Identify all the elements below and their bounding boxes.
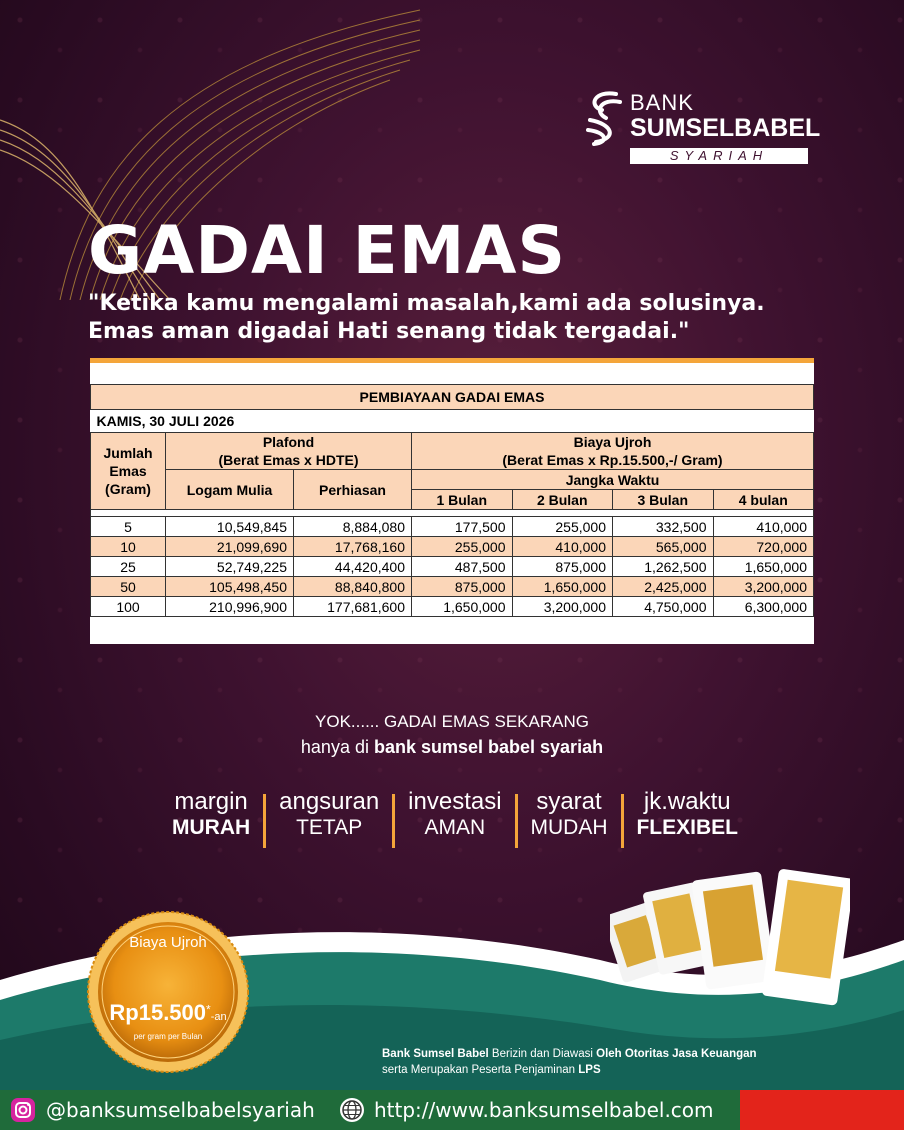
cell: 1,262,500 [613,557,714,577]
feature-list [160,788,750,848]
col-plafond-subtitle: (Berat Emas x HDTE) [218,452,359,468]
cell: 10 [91,537,166,557]
table-row [91,557,814,577]
pricing-table [90,384,814,617]
cell: 332,500 [613,517,714,537]
cell: 565,000 [613,537,714,557]
cell: 177,681,600 [294,597,412,617]
table-row [91,537,814,557]
feature-divider [515,794,518,848]
feature-investasi [396,788,513,848]
medal-star: * [206,1002,211,1017]
cell: 875,000 [512,557,613,577]
disclaimer-line-2 [382,1062,757,1078]
table-row [91,517,814,537]
cta-headline: YOK...... GADAI EMAS SEKARANG [315,712,589,731]
feature-top: investasi [408,788,502,815]
col-plafond-title: Plafond [262,434,315,450]
col-1-bulan: 1 Bulan [412,490,513,510]
disclaimer-mid: Berizin dan Diawasi [488,1048,597,1060]
col-biaya-ujroh [412,433,814,470]
col-perhiasan: Perhiasan [294,470,412,510]
feature-bottom: AMAN [424,816,486,839]
instagram-handle-link[interactable]: @banksumselbabelsyariah [46,1098,315,1122]
feature-bottom: MUDAH [530,816,608,839]
feature-divider [392,794,395,848]
col-3-bulan: 3 Bulan [613,490,714,510]
cta-subline-bank: bank sumsel babel syariah [373,737,604,757]
feature-divider [263,794,266,848]
feature-top: margin [174,788,248,815]
cell: 105,498,450 [166,577,294,597]
cell: 3,200,000 [512,597,613,617]
feature-angsuran [267,788,391,848]
medal-price [86,1000,250,1026]
footer-red-block [740,1090,904,1130]
cell: 25 [91,557,166,577]
quote-line-2: Emas aman digadai Hati senang tidak tergadai." [88,319,690,344]
cell: 88,840,800 [294,577,412,597]
cell: 255,000 [412,537,513,557]
medal-note: per gram per Bulan [133,1032,203,1041]
medal-label: Biaya Ujroh [129,934,207,951]
cta-subline-prefix: hanya di [300,737,374,757]
website-link[interactable]: http://www.banksumselbabel.com [374,1098,714,1122]
feature-divider [621,794,624,848]
col-biaya-subtitle: (Berat Emas x Rp.15.500,-/ Gram) [502,452,723,468]
cell: 6,300,000 [713,597,814,617]
globe-icon[interactable] [339,1097,365,1123]
cell: 255,000 [512,517,613,537]
logo-name-text: SUMSELBABEL [630,114,821,142]
disclaimer-pre: serta Merupakan Peserta Penjaminan [382,1064,579,1076]
quote-line-1: "Ketika kamu mengalami masalah,kami ada solusinya. [88,291,765,316]
table-spacer [91,510,814,517]
cta-subline [0,737,904,758]
logo-syariah-text: SYARIAH [630,148,808,164]
disclaimer-line-1 [382,1046,757,1062]
col-plafond [166,433,412,470]
cell: 52,749,225 [166,557,294,577]
cell: 1,650,000 [512,577,613,597]
feature-top: angsuran [279,788,380,815]
cell: 1,650,000 [713,557,814,577]
cell: 487,500 [412,557,513,577]
cell: 21,099,690 [166,537,294,557]
cell: 10,549,845 [166,517,294,537]
col-biaya-title: Biaya Ujroh [573,434,652,450]
cell: 1,650,000 [412,597,513,617]
logo-bank-text: BANK [630,90,694,115]
cell: 4,750,000 [613,597,714,617]
page-title: GADAI EMAS [88,212,567,289]
gold-bars-image [610,866,850,1016]
col-2-bulan: 2 Bulan [512,490,613,510]
disclaimer-lps: LPS [578,1064,601,1076]
cell: 210,996,900 [166,597,294,617]
cell: 50 [91,577,166,597]
feature-margin [160,788,262,848]
table-heading: PEMBIAYAAN GADAI EMAS [91,385,814,410]
table-date: KAMIS, 30 JULI 2026 [91,410,814,433]
regulatory-disclaimer [382,1046,757,1078]
cell: 177,500 [412,517,513,537]
col-4-bulan: 4 bulan [713,490,814,510]
cell: 44,420,400 [294,557,412,577]
feature-bottom: FLEXIBEL [636,816,738,839]
sheet-accent-bar [90,358,814,363]
col-jangka-waktu: Jangka Waktu [412,470,814,490]
pricing-sheet [90,358,814,644]
col-logam-mulia: Logam Mulia [166,470,294,510]
feature-jk-waktu [624,788,750,848]
medal-suffix: -an [210,1011,227,1023]
cell: 720,000 [713,537,814,557]
logo-s-icon [584,88,624,146]
disclaimer-ojk: Oleh Otoritas Jasa Keuangan [596,1048,757,1060]
cell: 410,000 [713,517,814,537]
cell: 8,884,080 [294,517,412,537]
cell: 100 [91,597,166,617]
col-jumlah-emas: Jumlah Emas (Gram) [91,433,166,510]
cell: 5 [91,517,166,537]
cell: 2,425,000 [613,577,714,597]
feature-bottom: TETAP [296,816,363,839]
medal-price-value: Rp15.500 [109,1000,207,1025]
table-row [91,597,814,617]
cell: 410,000 [512,537,613,557]
feature-top: syarat [536,788,602,815]
feature-top: jk.waktu [643,788,731,815]
bank-logo [584,86,821,166]
cell: 3,200,000 [713,577,814,597]
instagram-icon[interactable] [10,1097,36,1123]
tagline-quote [88,290,868,346]
cell: 17,768,160 [294,537,412,557]
cell: 875,000 [412,577,513,597]
feature-syarat [519,788,620,848]
table-row [91,577,814,597]
feature-bottom: MURAH [172,816,251,839]
disclaimer-bank: Bank Sumsel Babel [382,1048,489,1060]
